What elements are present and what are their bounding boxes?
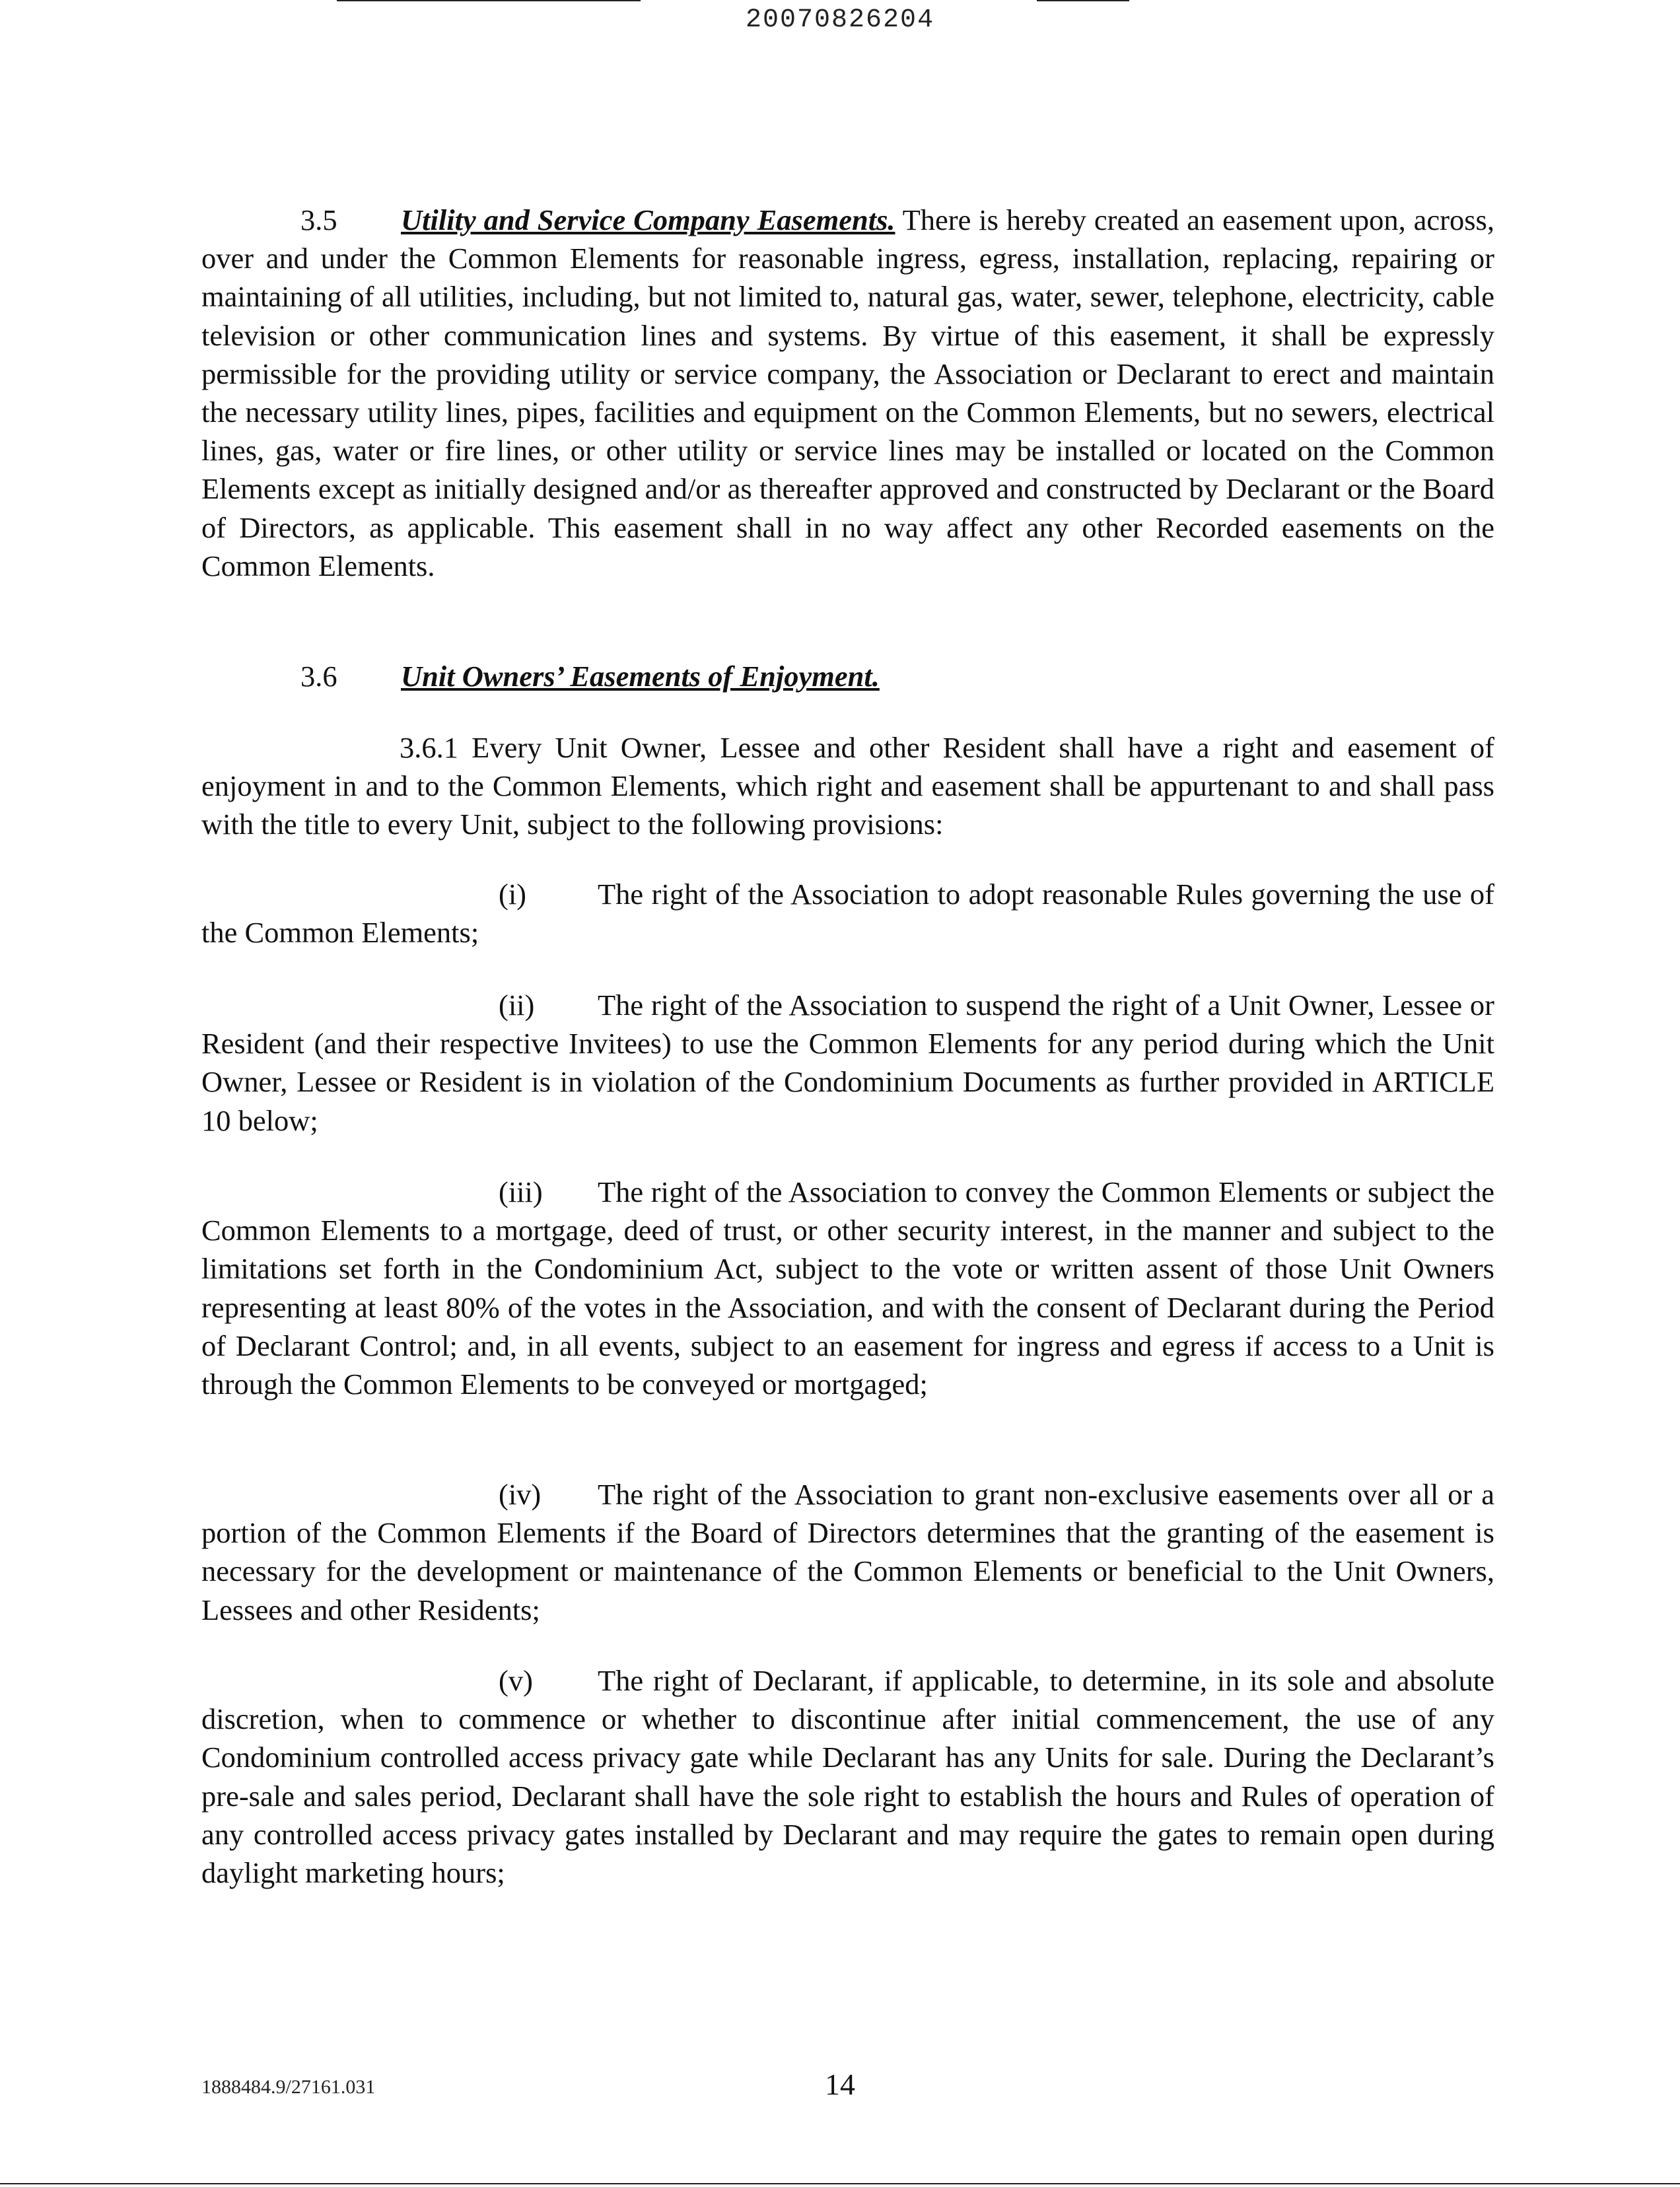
paragraph-3-6-1 xyxy=(201,728,1494,844)
section-3-6-number: 3.6 xyxy=(300,660,337,693)
paragraph-3-6-1-text: 3.6.1 Every Unit Owner, Lessee and other Resident shall have a right and easement of enjoyment in and to the Common Elements, which right and easement shall be appurtenant to and shall pass with the title to every Unit, subject to the following provisions: xyxy=(201,731,1494,841)
section-3-6-heading xyxy=(300,657,880,695)
provision-iii-text: The right of the Association to convey the Common Elements or subject the Common Elements to a mortgage, deed of trust, or other security interest, in the manner and subject to the limitations set forth in the Condominium Act, subject to the vote or written assent of those Unit Owners representing at least 80% of the votes in the Association, and with the consent of Declarant during the Period of Declarant Control; and, in all events, subject to an easement for ingress and egress if access to a Unit is through the Common Elements to be conveyed or mortgaged; xyxy=(201,1175,1494,1401)
provision-iv xyxy=(201,1475,1494,1629)
provision-v xyxy=(201,1661,1494,1892)
provision-iv-text: The right of the Association to grant non-exclusive easements over all or a portion of the Common Elements if the Board of Directors determines that the granting of the easement is necessary for the development or maintenance of the Common Elements or beneficial to the Unit Owners, Lessees and other Residents; xyxy=(201,1478,1494,1626)
page-number: 14 xyxy=(825,2067,855,2101)
provision-ii xyxy=(201,986,1494,1140)
provision-ii-number: (ii) xyxy=(499,989,535,1022)
section-3-5-number: 3.5 xyxy=(300,203,337,236)
section-3-6-title: Unit Owners’ Easements of Enjoyment. xyxy=(401,660,880,693)
top-rule-right xyxy=(1037,0,1129,1)
footer-document-number: 1888484.9/27161.031 xyxy=(201,2076,376,2098)
provision-v-text: The right of Declarant, if applicable, to determine, in its sole and absolute discretion, when to commence or whether to discontinue after initial commencement, the use of any Condominium controlled access privacy gate while Declarant has any Units for sale. During the Declarant’s pre-sale and sales period, Declarant shall have the sole right to establish the hours and Rules of operation of any controlled access privacy gates installed by Declarant and may require the gates to remain open during daylight marketing hours; xyxy=(201,1664,1494,1890)
provision-iii xyxy=(201,1173,1494,1403)
section-3-5-text: There is hereby created an easement upon, across, over and under the Common Elements for reasonable ingress, egress, installation, replacing, repairing or maintaining of all utilities, including, but not limited to, natural gas, water, sewer, telephone, electricity, cable television or other communication lines and systems. By virtue of this easement, it shall be expressly permissible for the providing utility or service company, the Association or Declarant to erect and maintain the necessary utility lines, pipes, facilities and equipment on the Common Elements, but no sewers, electrical lines, gas, water or fire lines, or other utility or service lines may be installed or located on the Common Elements except as initially designed and/or as thereafter approved and constructed by Declarant or the Board of Directors, as applicable. This easement shall in no way affect any other Recorded easements on the Common Elements. xyxy=(201,203,1494,582)
bottom-rule xyxy=(0,2183,1680,2184)
provision-iii-number: (iii) xyxy=(499,1175,543,1208)
provision-i-number: (i) xyxy=(499,878,527,911)
section-3-5-title: Utility and Service Company Easements. xyxy=(401,203,895,236)
provision-v-number: (v) xyxy=(499,1664,533,1697)
provision-i-text: The right of the Association to adopt reasonable Rules governing the use of the Common Elements; xyxy=(201,878,1494,950)
section-3-5 xyxy=(201,201,1494,585)
provision-i xyxy=(201,875,1494,952)
header-document-id: 20070826204 xyxy=(745,5,935,35)
top-rule-left xyxy=(337,0,641,1)
provision-iv-number: (iv) xyxy=(499,1478,542,1511)
provision-ii-text: The right of the Association to suspend the right of a Unit Owner, Lessee or Resident (and their respective Invitees) to use the Common Elements for any period during which the Unit Owner, Lessee or Resident is in violation of the Condominium Documents as further provided in ARTICLE 10 below; xyxy=(201,989,1494,1137)
